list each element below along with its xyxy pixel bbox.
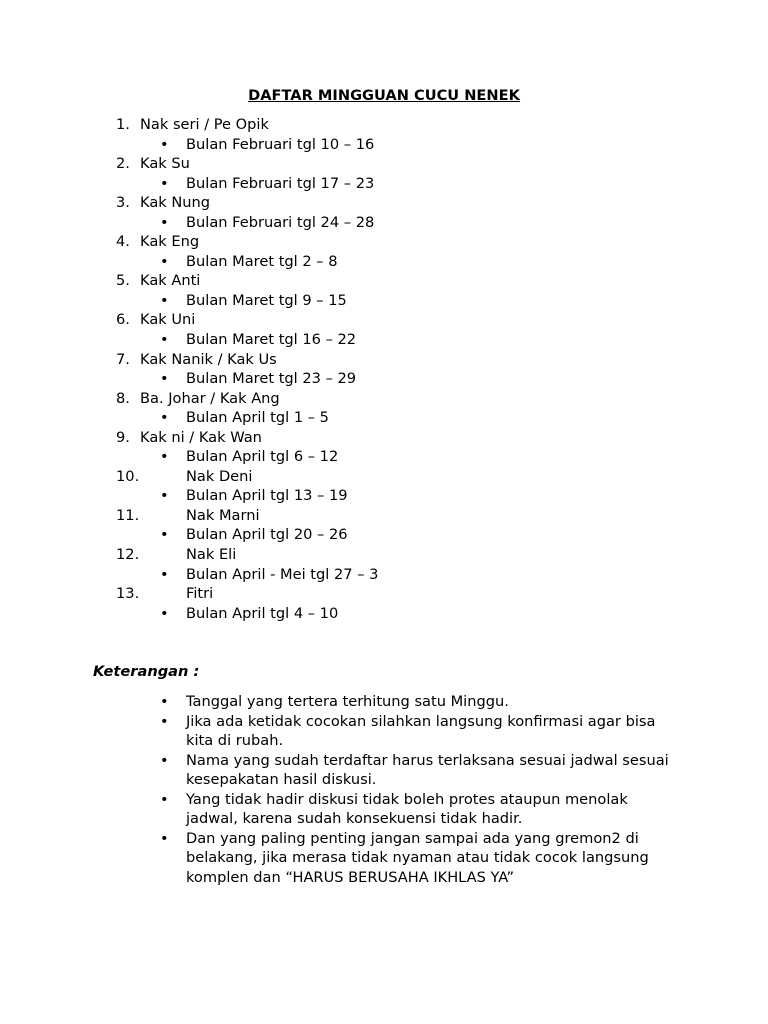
list-item-number: 11.: [116, 506, 140, 524]
list-item: [0, 467, 768, 487]
notes-list: [0, 692, 768, 887]
list-item-number: 7.: [116, 350, 130, 368]
period-text: Bulan April tgl 4 – 10: [186, 604, 339, 622]
list-item-name: Kak Uni: [140, 311, 196, 329]
list-item-name: Kak Eng: [140, 233, 200, 251]
note-text: Tanggal yang tertera terhitung satu Minggu.: [186, 693, 509, 710]
list-item-name: Fitri: [186, 585, 214, 603]
schedule-list: [0, 115, 768, 623]
list-item-name: Kak Anti: [140, 272, 201, 290]
list-item: [0, 193, 768, 213]
list-item: [0, 232, 768, 252]
list-item-number: 9.: [116, 428, 130, 446]
list-item: [0, 545, 768, 565]
note-item: [0, 712, 768, 751]
list-item-number: 8.: [116, 389, 130, 407]
note-item: [0, 751, 768, 790]
list-item-name: Nak Eli: [186, 546, 237, 564]
list-item-number: 3.: [116, 194, 130, 212]
list-item-period: [0, 330, 768, 350]
list-item: [0, 271, 768, 291]
list-item-name: Nak seri / Pe Opik: [140, 116, 269, 133]
list-item-name: Nak Deni: [186, 467, 253, 485]
period-text: Bulan April tgl 6 – 12: [186, 448, 339, 466]
list-item-number: 10.: [116, 467, 140, 485]
list-item-period: [0, 291, 768, 311]
bullet-icon: •: [160, 252, 169, 270]
bullet-icon: •: [160, 712, 169, 730]
list-item-period: [0, 447, 768, 467]
bullet-icon: •: [160, 565, 169, 583]
list-item-name: Ba. Johar / Kak Ang: [140, 389, 280, 407]
list-item-number: 2.: [116, 155, 130, 173]
list-item-period: [0, 213, 768, 233]
period-text: Bulan April tgl 13 – 19: [186, 487, 348, 505]
list-item-period: [0, 408, 768, 428]
list-item-period: [0, 174, 768, 194]
list-item-period: [0, 135, 768, 155]
list-item-period: [0, 525, 768, 545]
list-item-number: 6.: [116, 311, 130, 329]
bullet-icon: •: [160, 331, 169, 349]
list-item: [0, 506, 768, 526]
bullet-icon: •: [160, 448, 169, 466]
period-text: Bulan Februari tgl 17 – 23: [186, 174, 375, 192]
list-item-number: 12.: [116, 546, 140, 564]
bullet-icon: •: [160, 135, 169, 153]
note-text: Yang tidak hadir diskusi tidak boleh protes ataupun menolak jadwal, karena sudah konsekuensi tidak hadir.: [186, 790, 628, 828]
list-item-number: 5.: [116, 272, 130, 290]
bullet-icon: •: [160, 693, 169, 710]
list-item-period: [0, 486, 768, 506]
list-item-name: Kak Nanik / Kak Us: [140, 350, 277, 368]
list-item-name: Nak Marni: [186, 506, 260, 524]
notes-heading: Keterangan :: [93, 663, 200, 680]
period-text: Bulan April tgl 1 – 5: [186, 409, 329, 427]
bullet-icon: •: [160, 829, 169, 847]
period-text: Bulan Februari tgl 24 – 28: [186, 213, 375, 231]
list-item: [0, 584, 768, 604]
list-item-period: [0, 252, 768, 272]
note-text: Jika ada ketidak cocokan silahkan langsung konfirmasi agar bisa kita di rubah.: [186, 712, 656, 750]
period-text: Bulan Februari tgl 10 – 16: [186, 135, 375, 153]
period-text: Bulan Maret tgl 9 – 15: [186, 291, 347, 309]
bullet-icon: •: [160, 174, 169, 192]
bullet-icon: •: [160, 409, 169, 427]
bullet-icon: •: [160, 604, 169, 622]
period-text: Bulan Maret tgl 16 – 22: [186, 331, 357, 349]
list-item: [0, 154, 768, 174]
bullet-icon: •: [160, 370, 169, 388]
bullet-icon: •: [160, 487, 169, 505]
bullet-icon: •: [160, 751, 169, 769]
list-item-name: Kak Su: [140, 155, 190, 173]
bullet-icon: •: [160, 213, 169, 231]
list-item: [0, 310, 768, 330]
bullet-icon: •: [160, 291, 169, 309]
note-text: Nama yang sudah terdaftar harus terlaksana sesuai jadwal sesuai kesepakatan hasil diskusi.: [186, 751, 669, 789]
list-item-number: 13.: [116, 585, 140, 603]
note-item: [0, 829, 768, 888]
list-item: [0, 389, 768, 409]
bullet-icon: •: [160, 526, 169, 544]
list-item-period: [0, 369, 768, 389]
list-item-period: [0, 565, 768, 585]
list-item-name: Kak Nung: [140, 194, 211, 212]
list-item-number: 1.: [116, 116, 130, 133]
period-text: Bulan Maret tgl 2 – 8: [186, 252, 338, 270]
list-item: [0, 115, 768, 135]
list-item: [0, 428, 768, 448]
period-text: Bulan Maret tgl 23 – 29: [186, 370, 357, 388]
bullet-icon: •: [160, 790, 169, 808]
list-item-number: 4.: [116, 233, 130, 251]
period-text: Bulan April - Mei tgl 27 – 3: [186, 565, 379, 583]
period-text: Bulan April tgl 20 – 26: [186, 526, 348, 544]
note-text: Dan yang paling penting jangan sampai ada yang gremon2 di belakang, jika merasa tidak nyaman atau tidak cocok langsung komplen dan “HARUS BERUSAHA IKHLAS YA”: [186, 829, 649, 886]
note-item: [0, 790, 768, 829]
list-item: [0, 350, 768, 370]
document-title: DAFTAR MINGGUAN CUCU NENEK: [248, 87, 520, 104]
list-item-name: Kak ni / Kak Wan: [140, 428, 262, 446]
list-item-period: [0, 604, 768, 624]
note-item: [0, 692, 768, 712]
